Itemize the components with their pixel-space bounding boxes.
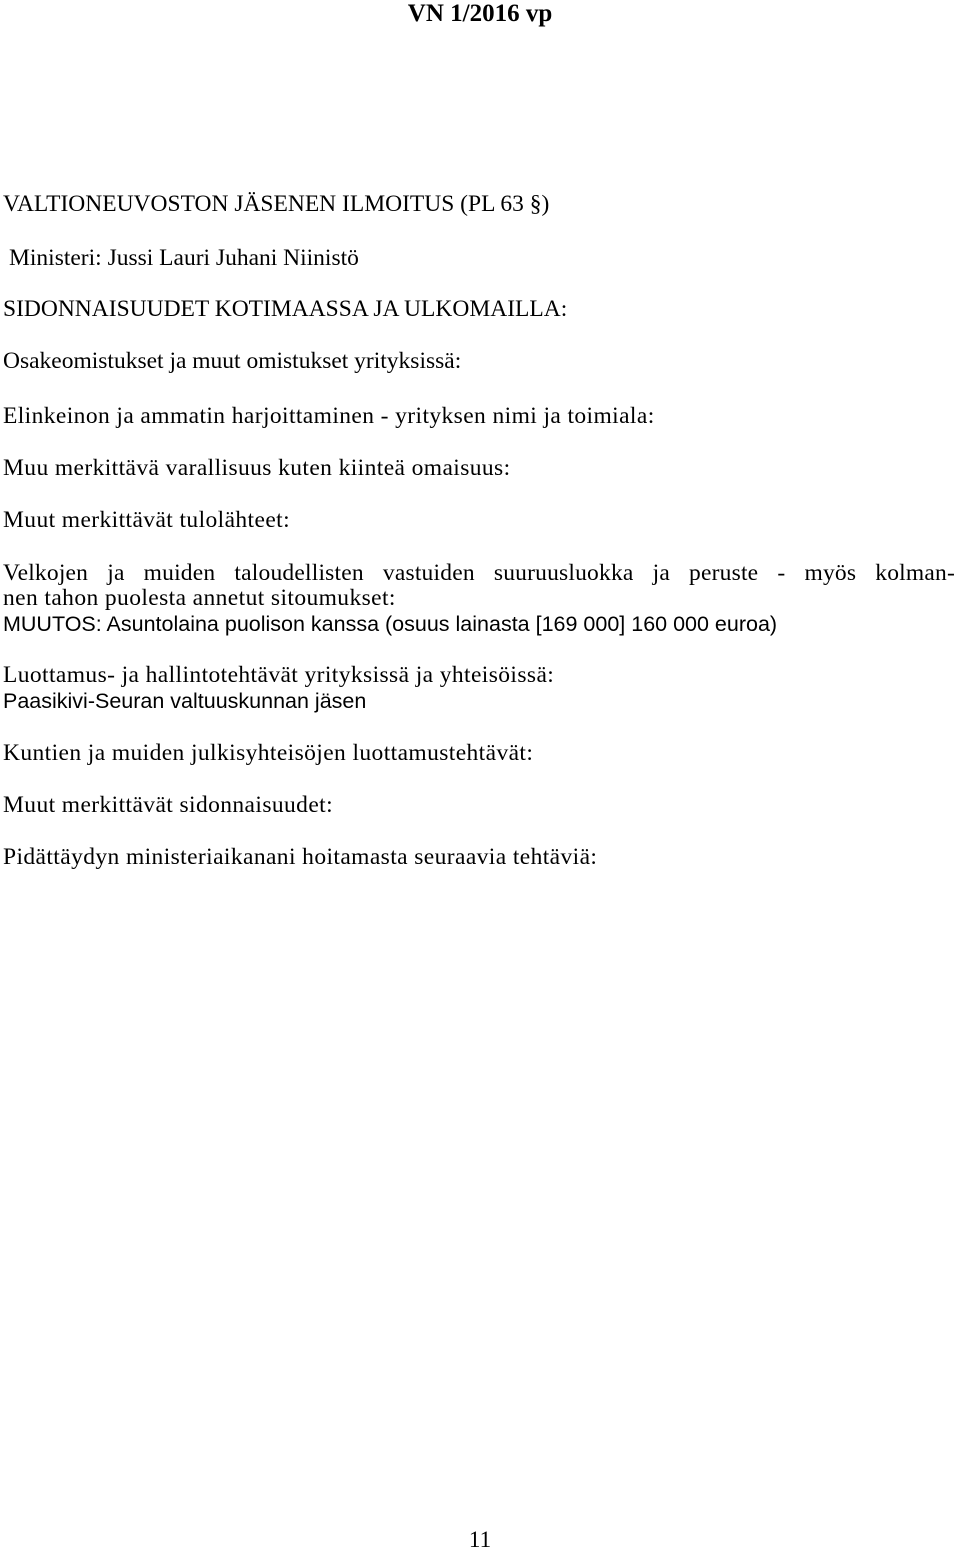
debts-label-line-1: Velkojen ja muiden taloudellisten vastuiden suuruusluokka ja peruste - myös kolman- — [3, 560, 955, 586]
debts-value: MUUTOS: Asuntolaina puolison kanssa (osuus lainasta [169 000] 160 000 euroa) — [3, 612, 778, 636]
other-ties-label: Muut merkittävät sidonnaisuudet: — [3, 792, 334, 818]
debts-label-line-2: nen tahon puolesta annetut sitoumukset: — [3, 585, 396, 611]
business-label: Elinkeinon ja ammatin harjoittaminen - yrityksen nimi ja toimiala: — [3, 403, 655, 429]
shareholdings-label: Osakeomistukset ja muut omistukset yrityksissä: — [3, 348, 462, 374]
notice-title: VALTIONEUVOSTON JÄSENEN ILMOITUS (PL 63 §) — [3, 191, 550, 217]
municipal-positions-label: Kuntien ja muiden julkisyhteisöjen luottamustehtävät: — [3, 740, 534, 766]
trust-positions-value: Paasikivi-Seuran valtuuskunnan jäsen — [3, 689, 367, 713]
page-number: 11 — [468, 1527, 492, 1552]
assets-label: Muu merkittävä varallisuus kuten kiinteä omaisuus: — [3, 455, 511, 481]
section-heading: SIDONNAISUUDET KOTIMAASSA JA ULKOMAILLA: — [3, 296, 568, 322]
minister-name: Ministeri: Jussi Lauri Juhani Niinistö — [9, 245, 359, 271]
income-label: Muut merkittävät tulolähteet: — [3, 507, 291, 533]
refrain-tasks-label: Pidättäydyn ministeriaikanani hoitamasta seuraavia tehtäviä: — [3, 844, 598, 870]
document-id-header: VN 1/2016 vp — [407, 0, 553, 27]
trust-positions-label: Luottamus- ja hallintotehtävät yrityksissä ja yhteisöissä: — [3, 662, 555, 688]
